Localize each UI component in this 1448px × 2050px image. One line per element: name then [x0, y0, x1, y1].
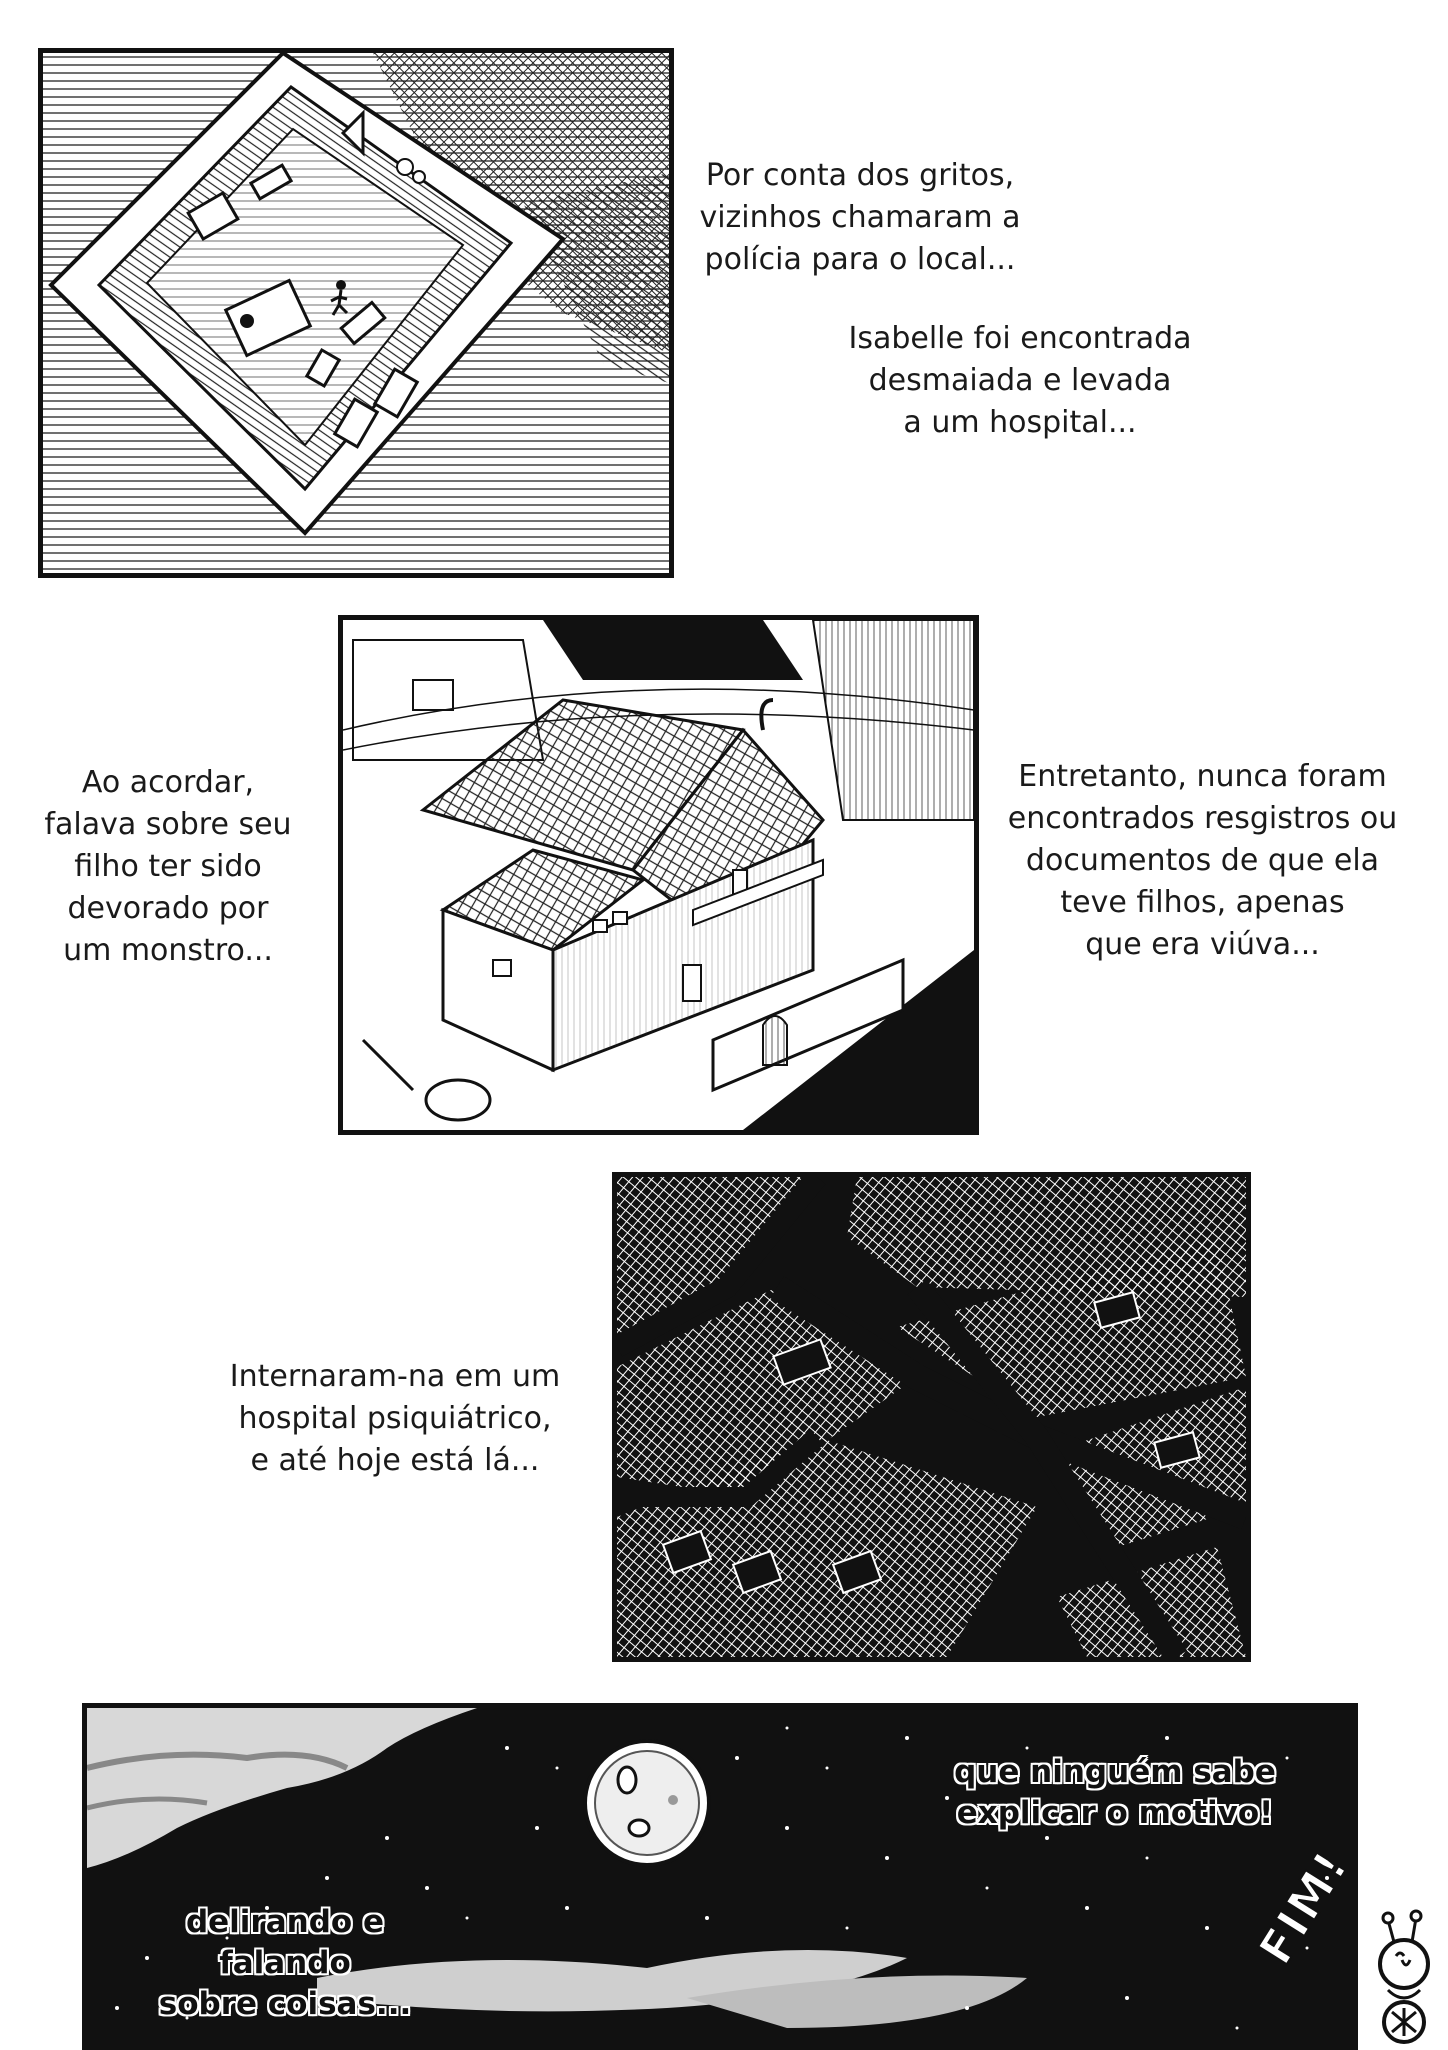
ending-label: FIM! [1248, 1840, 1360, 1974]
caption-woke-up-talking: Ao acordar, falava sobre seu filho ter sido devorado por um monstro... [44, 765, 292, 968]
caption-psychiatric-hospital: Internaram-na em um hospital psiquiátrico, e até hoje está lá... [229, 1359, 561, 1478]
caption-neighbors-called-police: Por conta dos gritos, vizinhos chamaram a polícia para o local... [699, 158, 1021, 277]
room-overhead-drawing [43, 53, 669, 573]
caption-no-records-found: Entretanto, nunca foram encontrados resgistros ou documentos de que ela teve filhos, apenas que era viúva... [1007, 759, 1398, 962]
panel-room-overhead [38, 48, 674, 578]
author-mascot-icon [1368, 1900, 1438, 2050]
caption-nobody-knows-why: que ninguém sabe explicar o motivo! [954, 1754, 1276, 1831]
panel-house-exterior [338, 615, 979, 1135]
house-exterior-drawing [343, 620, 974, 1130]
caption-isabelle-found: Isabelle foi encontrada desmaiada e levada a um hospital... [848, 321, 1192, 440]
panel-city-night [612, 1172, 1251, 1662]
city-night-drawing [617, 1177, 1246, 1657]
caption-delirious-talking: delirando e falando sobre coisas... [158, 1904, 412, 2022]
